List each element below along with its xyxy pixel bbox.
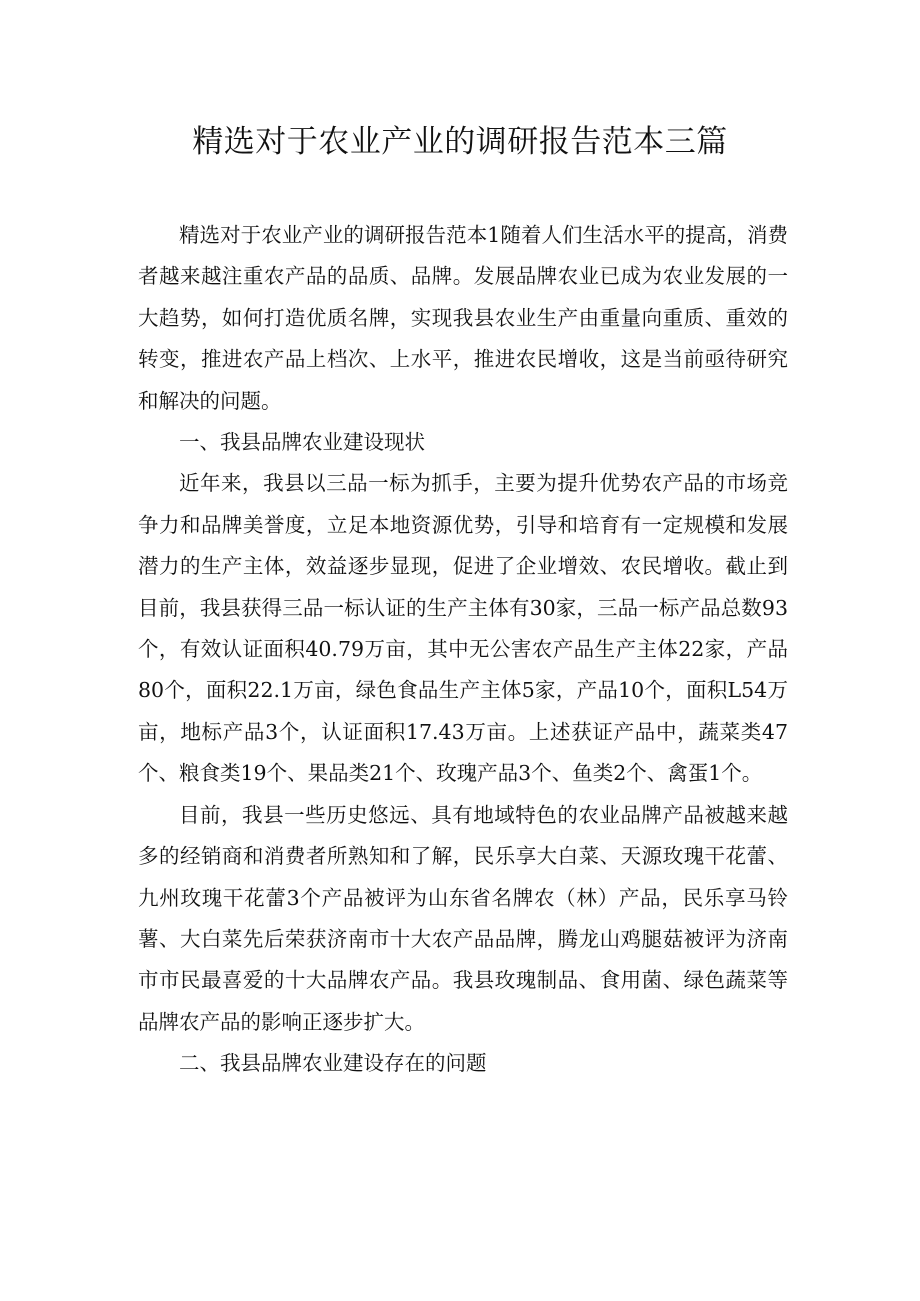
section-heading-2: 二、我县品牌农业建设存在的问题 xyxy=(179,1051,487,1076)
document-body xyxy=(138,215,788,1085)
paragraph-brands: 目前，我县一些历史悠远、具有地域特色的农业品牌产品被越来越多的经销商和消费者所熟知和了解，民乐享大白菜、天源玫瑰干花蕾、九州玫瑰干花蕾3个产品被评为山东省名牌农（林）产品，民乐享马铃薯、大白菜先后荣获济南市十大农产品品牌，腾龙山鸡腿菇被评为济南市市民最喜爱的十大品牌农产品。我县玫瑰制品、食用菌、绿色蔬菜等品牌农产品的影响正逐步扩大。 xyxy=(138,802,788,1034)
paragraph-status: 近年来，我县以三品一标为抓手，主要为提升优势农产品的市场竞争力和品牌美誉度，立足本地资源优势，引导和培育有一定规模和发展潜力的生产主体，效益逐步显现，促进了企业增效、农民增收。截止到目前，我县获得三品一标认证的生产主体有30家，三品一标产品总数93个，有效认证面积40.79万亩，其中无公害农产品生产主体22家，产品80个，面积22.1万亩，绿色食品生产主体5家，产品10个，面积L54万亩，地标产品3个，认证面积17.43万亩。上述获证产品中，蔬菜类47个、粮食类19个、果品类21个、玫瑰产品3个、鱼类2个、禽蛋1个。 xyxy=(138,471,788,786)
paragraph-intro: 精选对于农业产业的调研报告范本1随着人们生活水平的提高，消费者越来越注重农产品的品质、品牌。发展品牌农业已成为农业发展的一大趋势，如何打造优质名牌，实现我县农业生产由重量向重质、重效的转变，推进农产品上档次、上水平，推进农民增收，这是当前亟待研究和解决的问题。 xyxy=(138,223,788,413)
document-title: 精选对于农业产业的调研报告范本三篇 xyxy=(192,124,728,160)
section-heading-1: 一、我县品牌农业建设现状 xyxy=(179,430,425,455)
